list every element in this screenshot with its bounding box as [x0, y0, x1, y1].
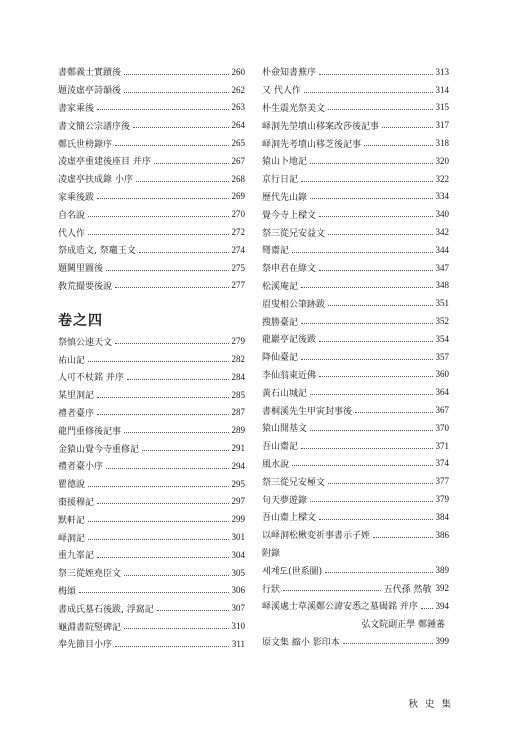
entry-page: 282	[231, 354, 245, 365]
entry-title: 瞿德說	[58, 480, 86, 491]
entry-page: 351	[435, 298, 449, 309]
entry-title: 祭三從兄安益文	[262, 228, 326, 239]
entry-page: 277	[231, 280, 245, 291]
entry-title: 李仙翁東近佛	[262, 370, 317, 381]
toc-entry[interactable]	[262, 152, 449, 170]
leader-dots	[292, 251, 432, 253]
entry-page: 348	[435, 280, 449, 291]
leader-dots	[319, 375, 432, 377]
leader-dots	[97, 108, 228, 110]
leader-dots	[328, 233, 432, 235]
entry-page: 322	[435, 173, 449, 184]
toc-entry[interactable]	[58, 350, 245, 368]
toc-entry[interactable]	[262, 134, 449, 152]
entry-title: 歷代先山錄	[262, 192, 308, 203]
footer-label: 秋 史 集	[408, 699, 453, 710]
toc-entry[interactable]	[58, 116, 245, 134]
entry-title: 書成氏墓石後跋, 浮窩記	[58, 604, 154, 615]
leader-dots	[319, 518, 432, 520]
entry-page: 262	[231, 84, 245, 95]
toc-entry[interactable]	[262, 455, 449, 473]
leader-dots	[97, 502, 228, 504]
entry-page: 360	[435, 369, 449, 380]
leader-dots	[88, 215, 228, 217]
entry-title: 句天夢遊錄	[262, 495, 308, 506]
entry-page: 334	[435, 191, 449, 202]
toc-entry[interactable]	[58, 564, 245, 582]
entry-title: 默軒記	[58, 515, 86, 526]
toc-entry[interactable]	[262, 419, 449, 437]
leader-dots	[154, 162, 229, 164]
entry-page: 291	[231, 443, 245, 454]
entry-title: 峄洞先塋墳山移案改莎後記事	[262, 121, 380, 132]
entry-page: 379	[435, 494, 449, 505]
leader-dots	[319, 269, 432, 271]
entry-title: 祭成造文, 祭竈王文	[58, 246, 136, 257]
entry-title: 搜勝臺記	[262, 317, 299, 328]
leader-dots	[88, 485, 228, 487]
toc-entry[interactable]	[262, 205, 449, 223]
entry-page: 284	[231, 371, 245, 382]
entry-page: 367	[435, 405, 449, 416]
leader-dots	[310, 197, 432, 199]
leader-dots	[88, 360, 228, 362]
leader-dots	[97, 556, 228, 558]
leader-dots	[319, 340, 432, 342]
toc-entry[interactable]	[262, 366, 449, 384]
entry-page: 340	[435, 209, 449, 220]
entry-page: 297	[231, 496, 245, 507]
entry-page: 289	[231, 425, 245, 436]
leader-dots	[133, 126, 228, 128]
toc-entry[interactable]	[58, 81, 245, 99]
entry-title: 吾山齋記	[262, 442, 299, 453]
entry-page: 384	[435, 511, 449, 522]
entry-title: 祭三從兄安極文	[262, 477, 326, 488]
leader-dots	[139, 251, 229, 253]
toc-entry[interactable]	[262, 259, 449, 277]
entry-page: 274	[231, 244, 245, 255]
entry-page: 270	[231, 209, 245, 220]
entry-page: 263	[231, 102, 245, 113]
entry-title: 祐山記	[58, 355, 86, 366]
toc-entry[interactable]	[262, 63, 449, 81]
leader-dots	[88, 233, 228, 235]
leader-dots	[136, 180, 229, 182]
entry-title: 朴僉知書蕪序	[262, 68, 317, 79]
entry-page: 386	[435, 529, 449, 540]
entry-page: 317	[435, 120, 449, 131]
leader-dots	[97, 413, 228, 415]
entry-title: 祭申君在綠文	[262, 264, 317, 275]
toc-right-column	[262, 63, 449, 650]
toc-entry[interactable]	[262, 99, 449, 117]
entry-title: 峄洞先考墳山移芝後記事	[262, 139, 362, 150]
leader-dots	[115, 645, 229, 647]
toc-entry[interactable]	[262, 188, 449, 206]
entry-page: 354	[435, 333, 449, 344]
leader-dots	[97, 197, 228, 199]
entry-page: 304	[231, 549, 245, 560]
entry-title: 又 代人作	[262, 86, 301, 97]
entry-title: 龍門重修後記事	[58, 426, 122, 437]
entry-page: 268	[231, 173, 245, 184]
entry-title: 龜淵書院竪碑記	[58, 622, 122, 633]
entry-title: 峄洞記	[58, 533, 86, 544]
entry-title: 吾山齋上樑文	[262, 513, 317, 524]
entry-page: 352	[435, 316, 449, 327]
leader-dots	[343, 642, 433, 644]
entry-title: 人可不杖銘 并序	[58, 373, 124, 384]
leader-dots	[355, 411, 432, 413]
toc-entry[interactable]	[262, 294, 449, 312]
toc-entry[interactable]	[262, 526, 449, 544]
entry-title: 題淩虛亭詩韻後	[58, 86, 122, 97]
toc-entry[interactable]	[58, 635, 245, 653]
toc-entry[interactable]	[262, 401, 449, 419]
entry-page: 374	[435, 458, 449, 469]
toc-entry[interactable]	[58, 259, 245, 277]
entry-page: 314	[435, 84, 449, 95]
toc-entry[interactable]	[262, 241, 449, 259]
toc-entry[interactable]	[58, 386, 245, 404]
leader-dots	[304, 91, 433, 93]
leader-dots	[301, 286, 432, 288]
leader-dots	[325, 571, 432, 573]
entry-page: 357	[435, 351, 449, 362]
leader-dots	[310, 393, 432, 395]
toc-entry[interactable]	[262, 383, 449, 401]
toc-entry[interactable]	[58, 528, 245, 546]
toc-entry[interactable]	[58, 99, 245, 117]
leader-dots	[301, 180, 432, 182]
entry-page: 269	[231, 191, 245, 202]
entry-page: 344	[435, 244, 449, 255]
leader-dots	[373, 536, 432, 538]
entry-page: 315	[435, 102, 449, 113]
appendix-author-line: 弘文院副正學 鄭鍾蕃	[361, 620, 445, 631]
entry-title: 松溪庵記	[262, 281, 299, 292]
toc-entry[interactable]	[58, 152, 245, 170]
entry-title: 凌虛亭重建後座目 并序	[58, 157, 151, 168]
toc-entry[interactable]	[262, 223, 449, 241]
appendix-label: 附錄	[262, 548, 281, 559]
entry-page: 285	[231, 389, 245, 400]
entry-title: 代人作	[58, 228, 86, 239]
toc-entry[interactable]	[262, 437, 449, 455]
leader-dots	[127, 378, 229, 380]
toc-entry[interactable]	[262, 490, 449, 508]
toc-left-column	[58, 63, 245, 653]
entry-page: 377	[435, 476, 449, 487]
leader-dots	[301, 358, 432, 360]
entry-page: 287	[231, 407, 245, 418]
entry-title: 自名說	[58, 210, 86, 221]
entry-page: 264	[231, 120, 245, 131]
entry-page: 310	[231, 621, 245, 631]
toc-entry[interactable]	[58, 404, 245, 422]
toc-entry[interactable]	[262, 170, 449, 188]
entry-title: 家乘後跋	[58, 192, 95, 203]
toc-entry[interactable]: 行狀 五代孫 然敬 392	[262, 583, 449, 595]
entry-author: 五代孫 然敬	[383, 584, 432, 595]
leader-dots	[310, 429, 432, 431]
leader-dots	[319, 73, 432, 75]
entry-title: 金猿山覺今寺重修記	[58, 444, 140, 455]
leader-dots	[328, 304, 432, 306]
toc-entry[interactable]	[262, 81, 449, 99]
toc-entry[interactable]	[58, 63, 245, 81]
toc-entry[interactable]	[58, 510, 245, 528]
toc-entry[interactable]	[58, 439, 245, 457]
leader-dots	[124, 431, 228, 433]
entry-title: 彎齋記	[262, 246, 290, 257]
entry-page: 364	[435, 387, 449, 398]
entry-page: 295	[231, 478, 245, 489]
leader-dots	[124, 627, 228, 629]
toc-entry[interactable]	[262, 116, 449, 134]
leader-dots	[97, 396, 228, 398]
leader-dots	[310, 500, 432, 502]
entry-page: 294	[231, 460, 245, 471]
entry-title: 禮者臺序	[58, 408, 95, 419]
entry-page: 305	[231, 567, 245, 578]
section-title: 卷之四	[58, 313, 103, 330]
leader-dots	[106, 269, 228, 271]
leader-dots	[106, 467, 228, 469]
leader-dots	[310, 162, 432, 164]
entry-title: 題闕里圖後	[58, 264, 104, 275]
toc-entry[interactable]	[58, 223, 245, 241]
leader-dots	[292, 464, 432, 466]
entry-page: 272	[231, 227, 245, 238]
entry-page: 307	[231, 603, 245, 614]
entry-title: 眉叟相公筆跡跋	[262, 299, 326, 310]
entry-title: 祭慎公速天文	[58, 337, 113, 348]
toc-entry[interactable]	[58, 493, 245, 511]
entry-title: 書桐溪先生甲寅封事後	[262, 406, 353, 417]
toc-entry[interactable]	[58, 421, 245, 439]
toc-entry[interactable]	[58, 546, 245, 564]
toc-entry[interactable]	[58, 582, 245, 600]
leader-dots	[79, 591, 228, 593]
leader-dots	[115, 286, 228, 288]
toc-list-group-b	[58, 332, 245, 652]
leader-dots	[283, 589, 381, 591]
entry-title: 書家乘後	[58, 103, 95, 114]
leader-dots	[328, 482, 432, 484]
toc-list-right	[262, 63, 449, 544]
entry-title: 降仙臺記	[262, 353, 299, 364]
toc-entry[interactable]	[58, 134, 245, 152]
toc-entry[interactable]	[262, 330, 449, 348]
leader-dots	[124, 574, 228, 576]
leader-dots	[319, 215, 432, 217]
entry-title: 某里洞記	[58, 391, 95, 402]
leader-dots	[115, 342, 228, 344]
entry-page: 301	[231, 532, 245, 543]
entry-title: 黃石山城記	[262, 388, 308, 399]
toc-entry[interactable]	[58, 188, 245, 206]
entry-page: 318	[435, 138, 449, 149]
leader-dots	[301, 447, 432, 449]
entry-title: 猿山開基文	[262, 424, 308, 435]
leader-dots	[142, 449, 228, 451]
leader-dots	[157, 609, 229, 611]
toc-entry[interactable]: 原文集 縮小 影印本 399	[262, 636, 449, 648]
leader-dots	[115, 144, 228, 146]
entry-title: 禮者臺小序	[58, 462, 104, 473]
entry-page: 275	[231, 262, 245, 273]
toc-entry[interactable]	[58, 277, 245, 295]
leader-dots	[124, 91, 228, 93]
entry-title: 朴生震光祭美文	[262, 103, 326, 114]
entry-page: 370	[435, 422, 449, 433]
toc-entry[interactable]	[58, 599, 245, 617]
toc-list-group-a	[58, 63, 245, 294]
entry-page: 306	[231, 585, 245, 596]
entry-title: 凌虛亭扶成錄 小序	[58, 175, 133, 186]
toc-entry[interactable]	[58, 332, 245, 350]
toc-entry[interactable]	[58, 475, 245, 493]
toc-entry[interactable]	[262, 277, 449, 295]
leader-dots	[301, 322, 432, 324]
entry-title: 鄭氏世榜錄序	[58, 139, 113, 150]
entry-title: 祭三從姪堯臣文	[58, 569, 122, 580]
entry-title: 風水說	[262, 459, 290, 470]
toc-entry[interactable]: 峄溪處士草溪鄭公諱安悉之墓碣銘 并序 394	[262, 600, 449, 613]
entry-title: 書文簡公宗譜序後	[58, 121, 131, 132]
leader-dots	[421, 607, 433, 609]
toc-entry[interactable]	[58, 170, 245, 188]
entry-page: 347	[435, 262, 449, 273]
toc-entry[interactable]	[58, 457, 245, 475]
entry-title: 猿山卜地記	[262, 157, 308, 168]
leader-dots	[88, 538, 228, 540]
leader-dots	[124, 73, 228, 75]
leader-dots	[328, 108, 432, 110]
entry-page: 260	[231, 66, 245, 77]
toc-entry[interactable]	[262, 348, 449, 366]
entry-title: 梅頌	[58, 586, 77, 597]
toc-entry[interactable]	[262, 312, 449, 330]
entry-title: 以峄洞松楸変祈事書示子姪	[262, 531, 371, 542]
entry-page: 311	[231, 638, 245, 649]
entry-title: 龍巖亭記後跋	[262, 335, 317, 346]
toc-entry[interactable]: 세계도(世系圖) 389	[262, 565, 449, 577]
entry-page: 313	[435, 66, 449, 77]
entry-page: 265	[231, 138, 245, 149]
entry-title: 覺今寺上樑文	[262, 210, 317, 221]
toc-entry[interactable]	[58, 241, 245, 259]
entry-page: 279	[231, 336, 245, 347]
entry-title: 書鄭義士實蹟後	[58, 68, 122, 79]
entry-title: 敎荒撮要後說	[58, 281, 113, 292]
entry-page: 299	[231, 514, 245, 525]
entry-title: 棗援穆記	[58, 497, 95, 508]
entry-title: 奉先節目小序	[58, 640, 113, 651]
toc-entry[interactable]	[58, 368, 245, 386]
toc-entry[interactable]	[58, 205, 245, 223]
leader-dots	[88, 520, 228, 522]
leader-dots	[382, 126, 432, 128]
entry-page: 267	[231, 155, 245, 166]
entry-title: 京行日記	[262, 175, 299, 186]
entry-page: 342	[435, 227, 449, 238]
toc-entry[interactable]	[262, 472, 449, 490]
toc-entry[interactable]	[262, 508, 449, 526]
entry-page: 320	[435, 155, 449, 166]
leader-dots	[364, 144, 432, 146]
toc-entry[interactable]	[58, 617, 245, 635]
entry-page: 371	[435, 440, 449, 451]
entry-title: 重九峯記	[58, 551, 95, 562]
